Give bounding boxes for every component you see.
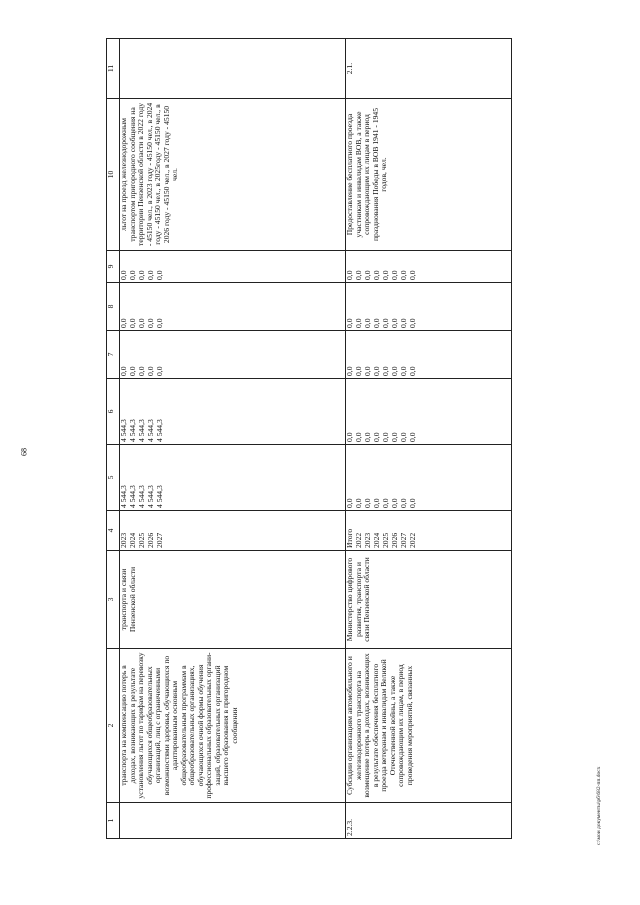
measure-code-cell: 2.2.3. xyxy=(346,803,512,839)
amount-value: 0,0 xyxy=(381,270,390,280)
header-cell: 11 xyxy=(107,39,120,99)
year-value: 2027 xyxy=(399,532,408,548)
amount-value: 0,0 xyxy=(372,498,381,508)
amount-value: 0,0 xyxy=(408,318,417,328)
amount-value: 0,0 xyxy=(119,270,128,280)
header-cell: 9 xyxy=(107,251,120,283)
amount-value: 4 544,3 xyxy=(119,419,128,442)
amount-value: 0,0 xyxy=(354,270,363,280)
amount-value: 0,0 xyxy=(408,366,417,376)
total-funding-cell xyxy=(346,445,512,511)
amount-value: 4 544,3 xyxy=(128,485,137,508)
extrabudget-funding-cell xyxy=(346,251,512,283)
header-cell: 5 xyxy=(107,445,120,511)
header-cell: 6 xyxy=(107,379,120,445)
amount-value: 0,0 xyxy=(381,366,390,376)
link-cell xyxy=(120,39,346,99)
extrabudget-funding-cell xyxy=(120,251,346,283)
amount-value: 0,0 xyxy=(399,318,408,328)
amount-value: 0,0 xyxy=(137,366,146,376)
amount-value: 0,0 xyxy=(390,498,399,508)
amount-value: 4 544,3 xyxy=(146,485,155,508)
header-row xyxy=(107,39,120,839)
year-value: 2022 xyxy=(408,532,417,548)
amount-value: 0,0 xyxy=(354,366,363,376)
header-cell: 8 xyxy=(107,283,120,331)
rotated-table-container xyxy=(106,39,526,839)
year-value: 2026 xyxy=(146,532,155,548)
amount-value: 0,0 xyxy=(345,270,354,280)
amount-value: 0,0 xyxy=(408,270,417,280)
amount-value: 0,0 xyxy=(354,432,363,442)
year-value: 2025 xyxy=(137,532,146,548)
measure-description-cell: транспорта на компенсацию потерь в доходах, возникающих в результате установления льгот по тарифам на перевозку обучающихся общеобразовательных организаций, лиц с ограниченными возможностями здоровья, обучающихся по адаптированным основным общеобразовательным программам в общеобразовательных организациях, обучающихся очной формы обучения профессиональных образовательных организаций, образовательных организаций высшего образования в пригородном сообщении xyxy=(120,649,346,803)
year-value: 2027 xyxy=(155,532,164,548)
year-value: 2026 xyxy=(390,532,399,548)
local-funding-cell xyxy=(120,283,346,331)
amount-value: 4 544,3 xyxy=(146,419,155,442)
year-value: 2022 xyxy=(354,532,363,548)
amount-value: 0,0 xyxy=(390,432,399,442)
federal-funding-cell xyxy=(120,331,346,379)
amount-value: 0,0 xyxy=(345,498,354,508)
page-number: 68 xyxy=(19,448,29,456)
amount-value: 0,0 xyxy=(372,366,381,376)
table-row xyxy=(346,39,512,839)
link-cell: 2.1. xyxy=(346,39,512,99)
amount-value: 0,0 xyxy=(155,270,164,280)
amount-value: 4 544,3 xyxy=(137,485,146,508)
year-value: 2025 xyxy=(381,532,390,548)
amount-value: 4 544,3 xyxy=(119,485,128,508)
executor-cell: Министерство цифрового развития, транспорта и связи Пензенской области xyxy=(346,551,512,649)
measures-table xyxy=(106,38,512,839)
years-cell xyxy=(346,511,512,551)
measure-description-cell: Субсидии организациям автомобильного и железнодорожного транспорта на возмещение потерь в доходах, возникающих в результате обеспечения бесплатного проезда ветеранам и инвалидам Великой Отечественной войны, а также сопровождающим их лицам, в период проведения мероприятий, связанных xyxy=(346,649,512,803)
header-cell: 10 xyxy=(107,99,120,251)
year-value: 2024 xyxy=(372,532,381,548)
amount-value: 0,0 xyxy=(146,318,155,328)
amount-value: 0,0 xyxy=(399,270,408,280)
amount-value: 0,0 xyxy=(146,366,155,376)
amount-value: 0,0 xyxy=(345,432,354,442)
header-cell: 1 xyxy=(107,803,120,839)
year-value: 2023 xyxy=(119,532,128,548)
amount-value: 0,0 xyxy=(128,270,137,280)
amount-value: 0,0 xyxy=(354,318,363,328)
amount-value: 0,0 xyxy=(372,270,381,280)
amount-value: 0,0 xyxy=(390,366,399,376)
year-value: 2023 xyxy=(363,532,372,548)
header-cell: 4 xyxy=(107,511,120,551)
amount-value: 0,0 xyxy=(363,432,372,442)
amount-value: 0,0 xyxy=(345,366,354,376)
amount-value: 0,0 xyxy=(137,318,146,328)
amount-value: 0,0 xyxy=(363,270,372,280)
amount-value: 0,0 xyxy=(399,366,408,376)
amount-value: 0,0 xyxy=(128,366,137,376)
amount-value: 0,0 xyxy=(363,498,372,508)
amount-value: 0,0 xyxy=(390,318,399,328)
amount-value: 0,0 xyxy=(363,318,372,328)
regional-funding-cell xyxy=(120,379,346,445)
federal-funding-cell xyxy=(346,331,512,379)
amount-value: 4 544,3 xyxy=(155,419,164,442)
years-cell xyxy=(120,511,346,551)
header-cell: 7 xyxy=(107,331,120,379)
year-value: 2024 xyxy=(128,532,137,548)
amount-value: 4 544,3 xyxy=(155,485,164,508)
year-value: Итого xyxy=(345,528,354,548)
amount-value: 0,0 xyxy=(128,318,137,328)
amount-value: 0,0 xyxy=(354,498,363,508)
amount-value: 0,0 xyxy=(408,498,417,508)
amount-value: 0,0 xyxy=(119,318,128,328)
executor-cell: транспорта и связи Пензенской области xyxy=(120,551,346,649)
amount-value: 0,0 xyxy=(372,318,381,328)
amount-value: 0,0 xyxy=(363,366,372,376)
total-funding-cell xyxy=(120,445,346,511)
regional-funding-cell xyxy=(346,379,512,445)
header-cell: 2 xyxy=(107,649,120,803)
amount-value: 4 544,3 xyxy=(137,419,146,442)
amount-value: 0,0 xyxy=(408,432,417,442)
local-funding-cell xyxy=(346,283,512,331)
amount-value: 0,0 xyxy=(381,318,390,328)
amount-value: 0,0 xyxy=(399,432,408,442)
amount-value: 0,0 xyxy=(390,270,399,280)
table-row xyxy=(120,39,346,839)
amount-value: 0,0 xyxy=(137,270,146,280)
measure-code-cell xyxy=(120,803,346,839)
amount-value: 0,0 xyxy=(119,366,128,376)
amount-value: 0,0 xyxy=(146,270,155,280)
indicator-cell: Предоставление бесплатного проезда участникам и инвалидам ВОВ, а также сопровождающим их лицам в период празднования Победы в ВОВ 1941 - 1945 годов, чел. xyxy=(346,99,512,251)
amount-value: 0,0 xyxy=(381,432,390,442)
amount-value: 0,0 xyxy=(372,432,381,442)
amount-value: 4 544,3 xyxy=(128,419,137,442)
amount-value: 0,0 xyxy=(155,318,164,328)
footer-file-path: c:\мои документы\рб\682-пп.docx xyxy=(596,766,602,845)
header-cell: 3 xyxy=(107,551,120,649)
amount-value: 0,0 xyxy=(381,498,390,508)
amount-value: 0,0 xyxy=(155,366,164,376)
indicator-cell: льгот на проезд железнодорожным транспортом пригородного сообщения на территории Пензенской области в 2022 году - 45150 чел., в 2023 году - 45150 чел., в 2024 году - 45150 чел., в 2025году - 45150 чел., в 2026 году - 45150 чел., в 2027 году - 45150 чел. xyxy=(120,99,346,251)
amount-value: 0,0 xyxy=(345,318,354,328)
amount-value: 0,0 xyxy=(399,498,408,508)
